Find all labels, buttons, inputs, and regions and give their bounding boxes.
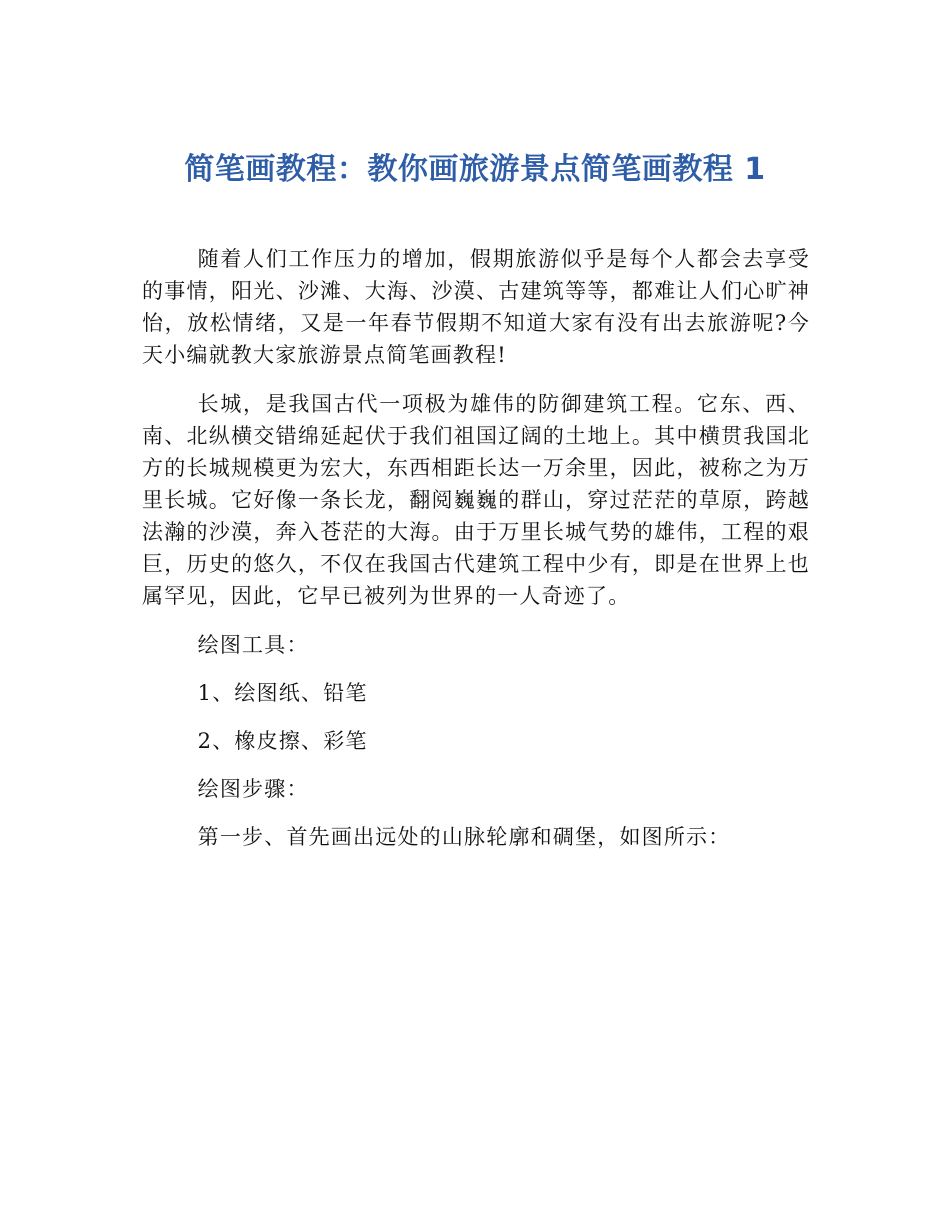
paragraph-tool-1: 1、绘图纸、铅笔 [197, 681, 368, 705]
paragraph-great-wall: 长城，是我国古代一项极为雄伟的防御建筑工程。它东、西、南、北纵横交错绵延起伏于我们祖国辽阔的土地上。其中横贯我国北方的长城规模更为宏大，东西相距长达一万余里，因此，被称之为万里长城。它好像一条长龙，翻阅巍巍的群山，穿过茫茫的草原，跨越法瀚的沙漠，奔入苍茫的大海。由于万里长城气势的雄伟，工程的艰巨，历史的悠久，不仅在我国古代建筑工程中少有，即是在世界上也属罕见，因此，它早已被列为世界的一人奇迹了。 [142, 392, 810, 608]
paragraph-intro: 随着人们工作压力的增加，假期旅游似乎是每个人都会去享受的事情，阳光、沙滩、大海、沙漠、古建筑等等，都难让人们心旷神怡，放松情绪，又是一年春节假期不知道大家有没有出去旅游呢?今天小编就教大家旅游景点简笔画教程! [142, 247, 810, 367]
paragraph-tool-2: 2、橡皮擦、彩笔 [197, 729, 368, 753]
paragraph-steps-heading: 绘图步骤： [197, 777, 309, 801]
document-title: 简笔画教程：教你画旅游景点简笔画教程 1 [184, 152, 766, 187]
paragraph-step-1: 第一步、首先画出远处的山脉轮廓和碉堡，如图所示： [197, 825, 731, 849]
document-body [142, 243, 810, 869]
paragraph-tools-heading: 绘图工具： [197, 633, 309, 657]
